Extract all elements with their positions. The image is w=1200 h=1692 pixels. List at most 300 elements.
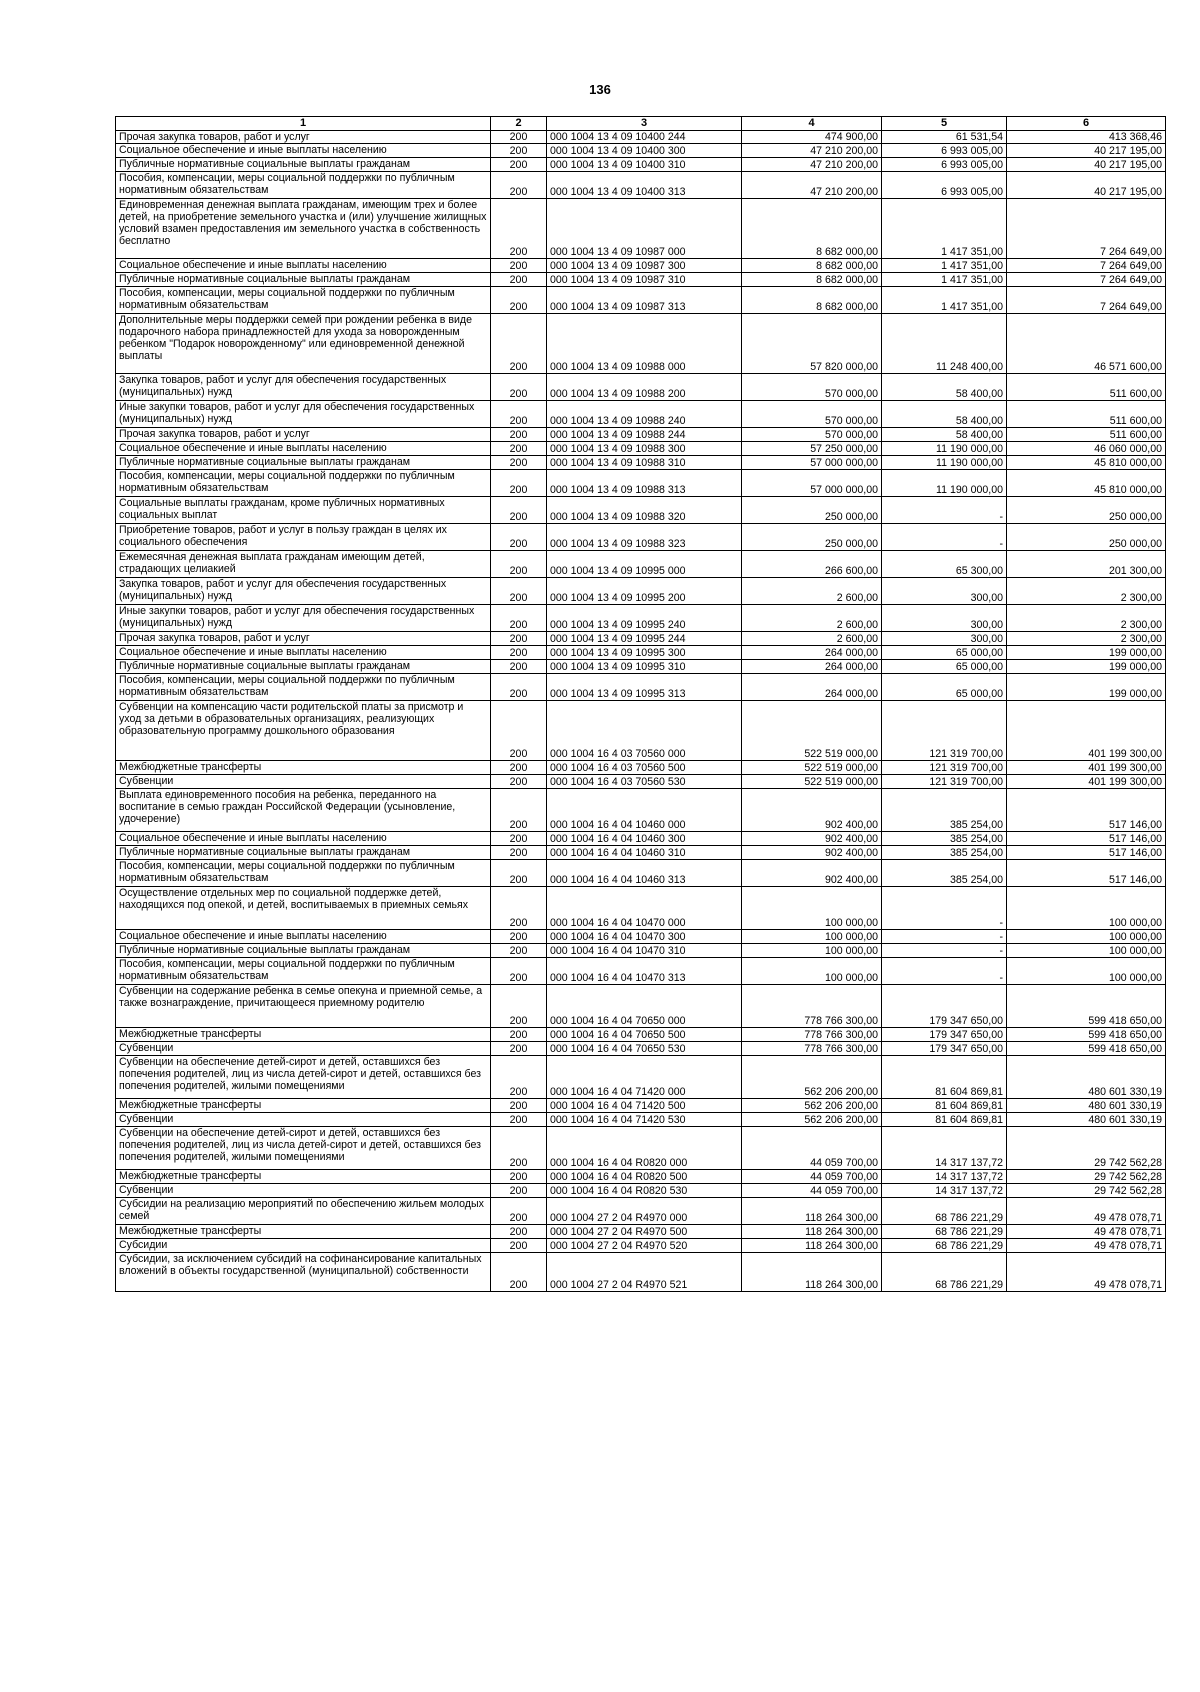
row-remaining-amount: 511 600,00 <box>1007 373 1166 400</box>
table-row <box>116 272 1166 286</box>
row-remaining-amount: 250 000,00 <box>1007 523 1166 550</box>
row-remaining-amount: 100 000,00 <box>1007 957 1166 984</box>
row-executed-amount: - <box>882 886 1007 929</box>
row-executed-amount: 385 254,00 <box>882 845 1007 859</box>
row-executed-amount: 6 993 005,00 <box>882 143 1007 157</box>
row-budget-code: 000 1004 13 4 09 10988 323 <box>547 523 742 550</box>
table-row <box>116 469 1166 496</box>
table-row <box>116 313 1166 373</box>
row-name: Выплата единовременного пособия на ребенка, переданного на воспитание в семью граждан Российской Федерации (усыновление, удочерение) <box>116 788 491 831</box>
row-name: Субвенции на содержание ребенка в семье опекуна и приемной семье, а также вознаграждение, причитающееся приемному родителю <box>116 984 491 1027</box>
row-name: Межбюджетные трансферты <box>116 1098 491 1112</box>
table-row <box>116 1183 1166 1197</box>
row-approved-amount: 44 059 700,00 <box>742 1183 882 1197</box>
row-name: Субвенции <box>116 1112 491 1126</box>
row-budget-code: 000 1004 27 2 04 R4970 500 <box>547 1224 742 1238</box>
row-name: Публичные нормативные социальные выплаты гражданам <box>116 845 491 859</box>
table-row <box>116 143 1166 157</box>
row-name: Социальное обеспечение и иные выплаты населению <box>116 258 491 272</box>
row-budget-code: 000 1004 13 4 09 10987 313 <box>547 286 742 313</box>
table-row <box>116 427 1166 441</box>
row-name: Социальное обеспечение и иные выплаты населению <box>116 645 491 659</box>
table-row <box>116 1098 1166 1112</box>
row-line-code: 200 <box>491 1169 547 1183</box>
row-line-code: 200 <box>491 286 547 313</box>
row-remaining-amount: 480 601 330,19 <box>1007 1098 1166 1112</box>
row-executed-amount: 6 993 005,00 <box>882 171 1007 198</box>
row-approved-amount: 250 000,00 <box>742 523 882 550</box>
row-approved-amount: 250 000,00 <box>742 496 882 523</box>
row-line-code: 200 <box>491 143 547 157</box>
row-line-code: 200 <box>491 455 547 469</box>
row-remaining-amount: 46 060 000,00 <box>1007 441 1166 455</box>
row-budget-code: 000 1004 13 4 09 10988 244 <box>547 427 742 441</box>
row-executed-amount: 81 604 869,81 <box>882 1112 1007 1126</box>
row-name: Субвенции на компенсацию части родительской платы за присмотр и уход за детьми в образовательных организациях, реализующих образовательную программу дошкольного образования <box>116 700 491 760</box>
row-remaining-amount: 599 418 650,00 <box>1007 984 1166 1027</box>
row-remaining-amount: 29 742 562,28 <box>1007 1183 1166 1197</box>
row-approved-amount: 44 059 700,00 <box>742 1169 882 1183</box>
row-budget-code: 000 1004 13 4 09 10995 310 <box>547 659 742 673</box>
row-approved-amount: 902 400,00 <box>742 788 882 831</box>
row-executed-amount: 385 254,00 <box>882 831 1007 845</box>
row-budget-code: 000 1004 16 4 04 10460 300 <box>547 831 742 845</box>
row-line-code: 200 <box>491 577 547 604</box>
row-budget-code: 000 1004 16 4 03 70560 500 <box>547 760 742 774</box>
row-remaining-amount: 40 217 195,00 <box>1007 157 1166 171</box>
row-line-code: 200 <box>491 373 547 400</box>
table-row <box>116 673 1166 700</box>
table-row <box>116 788 1166 831</box>
row-name: Пособия, компенсации, меры социальной поддержки по публичным нормативным обязательствам <box>116 469 491 496</box>
table-row <box>116 550 1166 577</box>
row-budget-code: 000 1004 16 4 04 71420 530 <box>547 1112 742 1126</box>
row-remaining-amount: 100 000,00 <box>1007 943 1166 957</box>
table-row <box>116 1027 1166 1041</box>
row-budget-code: 000 1004 16 4 04 70650 530 <box>547 1041 742 1055</box>
row-line-code: 200 <box>491 788 547 831</box>
row-budget-code: 000 1004 16 4 03 70560 530 <box>547 774 742 788</box>
row-line-code: 200 <box>491 427 547 441</box>
table-row <box>116 577 1166 604</box>
row-name: Прочая закупка товаров, работ и услуг <box>116 130 491 143</box>
row-line-code: 200 <box>491 984 547 1027</box>
row-budget-code: 000 1004 27 2 04 R4970 521 <box>547 1252 742 1291</box>
row-executed-amount: 11 190 000,00 <box>882 469 1007 496</box>
row-line-code: 200 <box>491 1055 547 1098</box>
row-budget-code: 000 1004 16 4 04 R0820 500 <box>547 1169 742 1183</box>
row-approved-amount: 522 519 000,00 <box>742 700 882 760</box>
row-executed-amount: 6 993 005,00 <box>882 157 1007 171</box>
row-name: Закупка товаров, работ и услуг для обеспечения государственных (муниципальных) нужд <box>116 373 491 400</box>
row-executed-amount: 1 417 351,00 <box>882 258 1007 272</box>
row-executed-amount: 65 000,00 <box>882 645 1007 659</box>
table-row <box>116 373 1166 400</box>
row-line-code: 200 <box>491 1183 547 1197</box>
row-remaining-amount: 599 418 650,00 <box>1007 1027 1166 1041</box>
row-line-code: 200 <box>491 469 547 496</box>
row-line-code: 200 <box>491 1224 547 1238</box>
row-approved-amount: 8 682 000,00 <box>742 272 882 286</box>
row-approved-amount: 57 250 000,00 <box>742 441 882 455</box>
row-name: Пособия, компенсации, меры социальной поддержки по публичным нормативным обязательствам <box>116 286 491 313</box>
row-executed-amount: 1 417 351,00 <box>882 286 1007 313</box>
row-budget-code: 000 1004 13 4 09 10400 313 <box>547 171 742 198</box>
row-remaining-amount: 401 199 300,00 <box>1007 774 1166 788</box>
row-remaining-amount: 199 000,00 <box>1007 645 1166 659</box>
row-executed-amount: 11 248 400,00 <box>882 313 1007 373</box>
row-name: Субвенции на обеспечение детей-сирот и детей, оставшихся без попечения родителей, лиц из числа детей-сирот и детей, оставшихся без попечения родителей, жилыми помещениями <box>116 1126 491 1169</box>
row-line-code: 200 <box>491 631 547 645</box>
row-line-code: 200 <box>491 1126 547 1169</box>
row-executed-amount: 65 000,00 <box>882 659 1007 673</box>
row-line-code: 200 <box>491 496 547 523</box>
row-budget-code: 000 1004 13 4 09 10987 300 <box>547 258 742 272</box>
row-budget-code: 000 1004 13 4 09 10988 240 <box>547 400 742 427</box>
row-line-code: 200 <box>491 845 547 859</box>
row-approved-amount: 8 682 000,00 <box>742 198 882 258</box>
row-line-code: 200 <box>491 760 547 774</box>
table-row <box>116 957 1166 984</box>
row-line-code: 200 <box>491 1238 547 1252</box>
row-approved-amount: 2 600,00 <box>742 631 882 645</box>
row-executed-amount: 121 319 700,00 <box>882 700 1007 760</box>
row-name: Социальное обеспечение и иные выплаты населению <box>116 441 491 455</box>
row-name: Прочая закупка товаров, работ и услуг <box>116 631 491 645</box>
row-name: Единовременная денежная выплата гражданам, имеющим трех и более детей, на приобретение земельного участка и (или) улучшение жилищных условий взамен предоставления им земельного участка в собственность бесплатно <box>116 198 491 258</box>
row-budget-code: 000 1004 16 4 04 R0820 530 <box>547 1183 742 1197</box>
row-executed-amount: 65 000,00 <box>882 673 1007 700</box>
row-approved-amount: 100 000,00 <box>742 943 882 957</box>
row-budget-code: 000 1004 13 4 09 10988 000 <box>547 313 742 373</box>
row-budget-code: 000 1004 16 4 04 10460 313 <box>547 859 742 886</box>
row-name: Приобретение товаров, работ и услуг в пользу граждан в целях их социального обеспечения <box>116 523 491 550</box>
row-approved-amount: 264 000,00 <box>742 673 882 700</box>
row-budget-code: 000 1004 16 4 04 71420 000 <box>547 1055 742 1098</box>
row-budget-code: 000 1004 13 4 09 10988 310 <box>547 455 742 469</box>
table-row <box>116 171 1166 198</box>
row-name: Публичные нормативные социальные выплаты гражданам <box>116 943 491 957</box>
row-budget-code: 000 1004 13 4 09 10987 000 <box>547 198 742 258</box>
table-row <box>116 774 1166 788</box>
row-approved-amount: 2 600,00 <box>742 577 882 604</box>
row-budget-code: 000 1004 13 4 09 10988 200 <box>547 373 742 400</box>
row-executed-amount: - <box>882 943 1007 957</box>
row-remaining-amount: 45 810 000,00 <box>1007 455 1166 469</box>
row-approved-amount: 474 900,00 <box>742 130 882 143</box>
row-line-code: 200 <box>491 272 547 286</box>
row-executed-amount: 14 317 137,72 <box>882 1183 1007 1197</box>
row-name: Социальное обеспечение и иные выплаты населению <box>116 831 491 845</box>
row-remaining-amount: 201 300,00 <box>1007 550 1166 577</box>
row-executed-amount: 68 786 221,29 <box>882 1238 1007 1252</box>
row-approved-amount: 118 264 300,00 <box>742 1224 882 1238</box>
row-name: Межбюджетные трансферты <box>116 1027 491 1041</box>
row-name: Социальное обеспечение и иные выплаты населению <box>116 929 491 943</box>
table-row <box>116 1238 1166 1252</box>
row-name: Субсидии <box>116 1238 491 1252</box>
table-row <box>116 831 1166 845</box>
row-approved-amount: 570 000,00 <box>742 373 882 400</box>
table-row <box>116 1055 1166 1098</box>
row-name: Субвенции <box>116 1041 491 1055</box>
row-name: Закупка товаров, работ и услуг для обеспечения государственных (муниципальных) нужд <box>116 577 491 604</box>
budget-table <box>115 116 1166 1292</box>
row-name: Публичные нормативные социальные выплаты гражданам <box>116 157 491 171</box>
row-budget-code: 000 1004 13 4 09 10995 313 <box>547 673 742 700</box>
row-executed-amount: 58 400,00 <box>882 373 1007 400</box>
row-approved-amount: 264 000,00 <box>742 659 882 673</box>
row-name: Ежемесячная денежная выплата гражданам имеющим детей, страдающих целиакией <box>116 550 491 577</box>
row-approved-amount: 778 766 300,00 <box>742 1041 882 1055</box>
row-approved-amount: 2 600,00 <box>742 604 882 631</box>
row-remaining-amount: 49 478 078,71 <box>1007 1197 1166 1224</box>
row-approved-amount: 902 400,00 <box>742 845 882 859</box>
row-name: Прочая закупка товаров, работ и услуг <box>116 427 491 441</box>
row-remaining-amount: 45 810 000,00 <box>1007 469 1166 496</box>
row-remaining-amount: 29 742 562,28 <box>1007 1169 1166 1183</box>
row-name: Публичные нормативные социальные выплаты гражданам <box>116 455 491 469</box>
row-executed-amount: - <box>882 523 1007 550</box>
row-remaining-amount: 2 300,00 <box>1007 604 1166 631</box>
table-row <box>116 845 1166 859</box>
row-budget-code: 000 1004 13 4 09 10995 200 <box>547 577 742 604</box>
row-executed-amount: 179 347 650,00 <box>882 984 1007 1027</box>
row-remaining-amount: 100 000,00 <box>1007 929 1166 943</box>
row-approved-amount: 57 000 000,00 <box>742 469 882 496</box>
row-name: Социальное обеспечение и иные выплаты населению <box>116 143 491 157</box>
row-executed-amount: 300,00 <box>882 631 1007 645</box>
table-row <box>116 859 1166 886</box>
row-budget-code: 000 1004 27 2 04 R4970 520 <box>547 1238 742 1252</box>
row-name: Социальные выплаты гражданам, кроме публичных нормативных социальных выплат <box>116 496 491 523</box>
row-remaining-amount: 511 600,00 <box>1007 427 1166 441</box>
table-row <box>116 659 1166 673</box>
row-remaining-amount: 49 478 078,71 <box>1007 1224 1166 1238</box>
row-budget-code: 000 1004 16 4 03 70560 000 <box>547 700 742 760</box>
row-line-code: 200 <box>491 157 547 171</box>
row-executed-amount: 68 786 221,29 <box>882 1224 1007 1238</box>
row-remaining-amount: 250 000,00 <box>1007 496 1166 523</box>
row-executed-amount: 65 300,00 <box>882 550 1007 577</box>
table-row <box>116 886 1166 929</box>
column-header-1: 1 <box>116 117 491 131</box>
row-budget-code: 000 1004 16 4 04 10460 000 <box>547 788 742 831</box>
row-budget-code: 000 1004 13 4 09 10988 320 <box>547 496 742 523</box>
row-executed-amount: 300,00 <box>882 577 1007 604</box>
column-header-4: 4 <box>742 117 882 131</box>
row-approved-amount: 902 400,00 <box>742 859 882 886</box>
row-approved-amount: 264 000,00 <box>742 645 882 659</box>
row-approved-amount: 778 766 300,00 <box>742 1027 882 1041</box>
row-line-code: 200 <box>491 1252 547 1291</box>
row-line-code: 200 <box>491 645 547 659</box>
row-approved-amount: 8 682 000,00 <box>742 258 882 272</box>
table-row <box>116 631 1166 645</box>
row-line-code: 200 <box>491 441 547 455</box>
row-line-code: 200 <box>491 130 547 143</box>
row-remaining-amount: 511 600,00 <box>1007 400 1166 427</box>
row-remaining-amount: 40 217 195,00 <box>1007 143 1166 157</box>
row-budget-code: 000 1004 16 4 04 10470 313 <box>547 957 742 984</box>
row-remaining-amount: 40 217 195,00 <box>1007 171 1166 198</box>
row-approved-amount: 522 519 000,00 <box>742 760 882 774</box>
row-executed-amount: 58 400,00 <box>882 400 1007 427</box>
row-name: Межбюджетные трансферты <box>116 760 491 774</box>
row-name: Публичные нормативные социальные выплаты гражданам <box>116 659 491 673</box>
row-budget-code: 000 1004 13 4 09 10988 313 <box>547 469 742 496</box>
page-number: 136 <box>589 82 611 97</box>
row-approved-amount: 47 210 200,00 <box>742 157 882 171</box>
row-approved-amount: 562 206 200,00 <box>742 1098 882 1112</box>
row-executed-amount: 121 319 700,00 <box>882 774 1007 788</box>
table-row <box>116 258 1166 272</box>
row-name: Пособия, компенсации, меры социальной поддержки по публичным нормативным обязательствам <box>116 957 491 984</box>
row-budget-code: 000 1004 13 4 09 10995 240 <box>547 604 742 631</box>
table-row <box>116 523 1166 550</box>
row-remaining-amount: 7 264 649,00 <box>1007 198 1166 258</box>
table-row <box>116 400 1166 427</box>
row-approved-amount: 47 210 200,00 <box>742 143 882 157</box>
row-line-code: 200 <box>491 550 547 577</box>
row-approved-amount: 100 000,00 <box>742 929 882 943</box>
row-line-code: 200 <box>491 1197 547 1224</box>
table-row <box>116 1252 1166 1291</box>
table-row <box>116 130 1166 143</box>
row-remaining-amount: 2 300,00 <box>1007 577 1166 604</box>
row-name: Субвенции <box>116 774 491 788</box>
row-executed-amount: 68 786 221,29 <box>882 1252 1007 1291</box>
row-executed-amount: 14 317 137,72 <box>882 1126 1007 1169</box>
table-header-row <box>116 117 1166 131</box>
row-budget-code: 000 1004 16 4 04 10470 300 <box>547 929 742 943</box>
row-budget-code: 000 1004 13 4 09 10988 300 <box>547 441 742 455</box>
row-remaining-amount: 29 742 562,28 <box>1007 1126 1166 1169</box>
table-row <box>116 604 1166 631</box>
row-budget-code: 000 1004 16 4 04 70650 000 <box>547 984 742 1027</box>
column-header-6: 6 <box>1007 117 1166 131</box>
row-remaining-amount: 49 478 078,71 <box>1007 1238 1166 1252</box>
table-row <box>116 441 1166 455</box>
row-executed-amount: 11 190 000,00 <box>882 455 1007 469</box>
row-line-code: 200 <box>491 1041 547 1055</box>
row-approved-amount: 8 682 000,00 <box>742 286 882 313</box>
table-row <box>116 929 1166 943</box>
row-name: Пособия, компенсации, меры социальной поддержки по публичным нормативным обязательствам <box>116 859 491 886</box>
row-approved-amount: 57 000 000,00 <box>742 455 882 469</box>
row-name: Дополнительные меры поддержки семей при рождении ребенка в виде подарочного набора принадлежностей для ухода за новорожденным ребенком "Подарок новорожденному" или единовременной денежной выплаты <box>116 313 491 373</box>
column-header-2: 2 <box>491 117 547 131</box>
row-remaining-amount: 199 000,00 <box>1007 659 1166 673</box>
row-executed-amount: 385 254,00 <box>882 788 1007 831</box>
row-approved-amount: 522 519 000,00 <box>742 774 882 788</box>
row-approved-amount: 100 000,00 <box>742 957 882 984</box>
row-name: Пособия, компенсации, меры социальной поддержки по публичным нормативным обязательствам <box>116 171 491 198</box>
table-row <box>116 455 1166 469</box>
table-row <box>116 760 1166 774</box>
row-line-code: 200 <box>491 1098 547 1112</box>
row-line-code: 200 <box>491 659 547 673</box>
table-row <box>116 157 1166 171</box>
table-row <box>116 1126 1166 1169</box>
table-row <box>116 286 1166 313</box>
row-name: Субсидии, за исключением субсидий на софинансирование капитальных вложений в объекты государственной (муниципальной) собственности <box>116 1252 491 1291</box>
row-approved-amount: 562 206 200,00 <box>742 1055 882 1098</box>
row-remaining-amount: 199 000,00 <box>1007 673 1166 700</box>
row-executed-amount: 300,00 <box>882 604 1007 631</box>
row-approved-amount: 47 210 200,00 <box>742 171 882 198</box>
row-budget-code: 000 1004 13 4 09 10987 310 <box>547 272 742 286</box>
column-header-3: 3 <box>547 117 742 131</box>
row-line-code: 200 <box>491 700 547 760</box>
row-budget-code: 000 1004 16 4 04 10470 000 <box>547 886 742 929</box>
row-budget-code: 000 1004 13 4 09 10400 310 <box>547 157 742 171</box>
table-row <box>116 496 1166 523</box>
row-name: Иные закупки товаров, работ и услуг для обеспечения государственных (муниципальных) нужд <box>116 604 491 631</box>
row-executed-amount: 81 604 869,81 <box>882 1098 1007 1112</box>
row-line-code: 200 <box>491 929 547 943</box>
row-executed-amount: 11 190 000,00 <box>882 441 1007 455</box>
row-executed-amount: 385 254,00 <box>882 859 1007 886</box>
row-remaining-amount: 46 571 600,00 <box>1007 313 1166 373</box>
row-remaining-amount: 7 264 649,00 <box>1007 272 1166 286</box>
row-line-code: 200 <box>491 859 547 886</box>
row-name: Субвенции на обеспечение детей-сирот и детей, оставшихся без попечения родителей, лиц из числа детей-сирот и детей, оставшихся без попечения родителей, жилыми помещениями <box>116 1055 491 1098</box>
row-approved-amount: 44 059 700,00 <box>742 1126 882 1169</box>
row-name: Иные закупки товаров, работ и услуг для обеспечения государственных (муниципальных) нужд <box>116 400 491 427</box>
row-executed-amount: 179 347 650,00 <box>882 1041 1007 1055</box>
row-line-code: 200 <box>491 1027 547 1041</box>
row-remaining-amount: 413 368,46 <box>1007 130 1166 143</box>
table-row <box>116 700 1166 760</box>
row-remaining-amount: 401 199 300,00 <box>1007 760 1166 774</box>
row-line-code: 200 <box>491 886 547 929</box>
row-name: Публичные нормативные социальные выплаты гражданам <box>116 272 491 286</box>
row-remaining-amount: 517 146,00 <box>1007 831 1166 845</box>
row-approved-amount: 570 000,00 <box>742 400 882 427</box>
row-executed-amount: 1 417 351,00 <box>882 272 1007 286</box>
row-remaining-amount: 517 146,00 <box>1007 859 1166 886</box>
row-executed-amount: - <box>882 929 1007 943</box>
row-approved-amount: 902 400,00 <box>742 831 882 845</box>
row-budget-code: 000 1004 27 2 04 R4970 000 <box>547 1197 742 1224</box>
row-approved-amount: 778 766 300,00 <box>742 984 882 1027</box>
table-row <box>116 984 1166 1027</box>
row-line-code: 200 <box>491 523 547 550</box>
row-line-code: 200 <box>491 258 547 272</box>
row-line-code: 200 <box>491 957 547 984</box>
row-executed-amount: 14 317 137,72 <box>882 1169 1007 1183</box>
row-executed-amount: - <box>882 496 1007 523</box>
row-budget-code: 000 1004 13 4 09 10400 244 <box>547 130 742 143</box>
row-line-code: 200 <box>491 1112 547 1126</box>
row-remaining-amount: 517 146,00 <box>1007 788 1166 831</box>
table-row <box>116 1197 1166 1224</box>
row-remaining-amount: 49 478 078,71 <box>1007 1252 1166 1291</box>
row-remaining-amount: 401 199 300,00 <box>1007 700 1166 760</box>
row-name: Осуществление отдельных мер по социальной поддержке детей, находящихся под опекой, и детей, воспитываемых в приемных семьях <box>116 886 491 929</box>
row-budget-code: 000 1004 16 4 04 10470 310 <box>547 943 742 957</box>
row-line-code: 200 <box>491 171 547 198</box>
table-body <box>116 130 1166 1291</box>
row-budget-code: 000 1004 13 4 09 10995 000 <box>547 550 742 577</box>
row-line-code: 200 <box>491 604 547 631</box>
row-name: Межбюджетные трансферты <box>116 1224 491 1238</box>
row-line-code: 200 <box>491 400 547 427</box>
row-remaining-amount: 480 601 330,19 <box>1007 1112 1166 1126</box>
table-row <box>116 1169 1166 1183</box>
row-approved-amount: 570 000,00 <box>742 427 882 441</box>
